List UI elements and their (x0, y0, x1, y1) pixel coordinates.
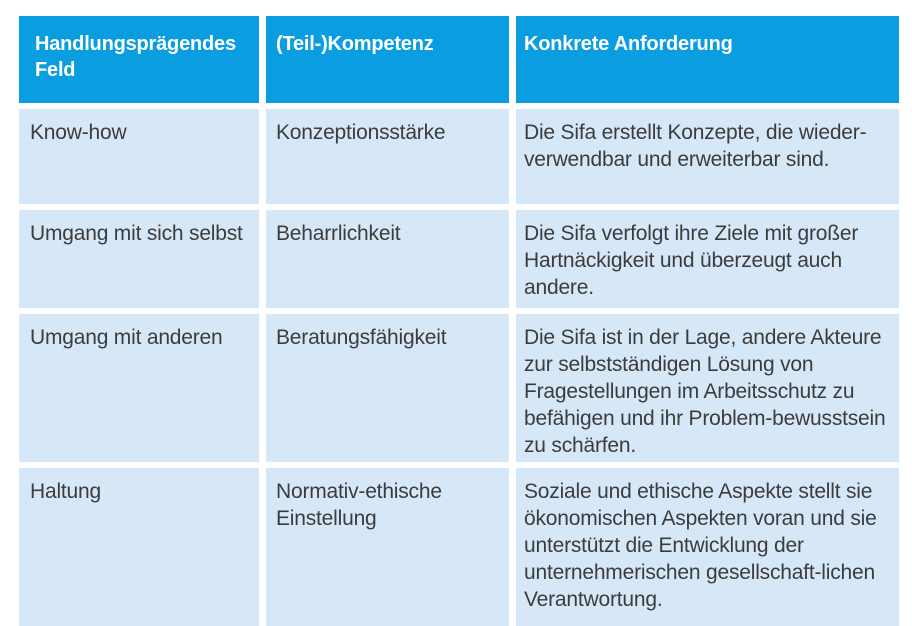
row-4-kompetenz: Normativ-ethische Einstellung (266, 468, 509, 626)
row-4-feld: Haltung (19, 468, 259, 626)
competency-table (19, 16, 899, 626)
header-kompetenz: (Teil-)Kompetenz (266, 16, 509, 103)
row-2-kompetenz: Beharrlichkeit (266, 210, 509, 308)
row-1-anforderung: Die Sifa erstellt Konzepte, die wieder-verwendbar und erweiterbar sind. (516, 109, 899, 204)
row-3-kompetenz: Beratungsfähigkeit (266, 314, 509, 462)
row-4-anforderung: Soziale und ethische Aspekte stellt sie ökonomischen Aspekten voran und sie unterstützt die Entwicklung der unternehmerischen gesellschaft-lichen Verantwortung. (516, 468, 899, 626)
row-2-feld: Umgang mit sich selbst (19, 210, 259, 308)
header-handlungsfeld: Handlungsprägendes Feld (19, 16, 259, 103)
row-2-anforderung: Die Sifa verfolgt ihre Ziele mit großer Hartnäckigkeit und überzeugt auch andere. (516, 210, 899, 308)
row-3-anforderung: Die Sifa ist in der Lage, andere Akteure zur selbstständigen Lösung von Fragestellungen im Arbeitsschutz zu befähigen und ihr Problem-bewusstsein zu schärfen. (516, 314, 899, 462)
row-1-kompetenz: Konzeptionsstärke (266, 109, 509, 204)
row-3-feld: Umgang mit anderen (19, 314, 259, 462)
header-anforderung: Konkrete Anforderung (516, 16, 899, 103)
row-1-feld: Know-how (19, 109, 259, 204)
